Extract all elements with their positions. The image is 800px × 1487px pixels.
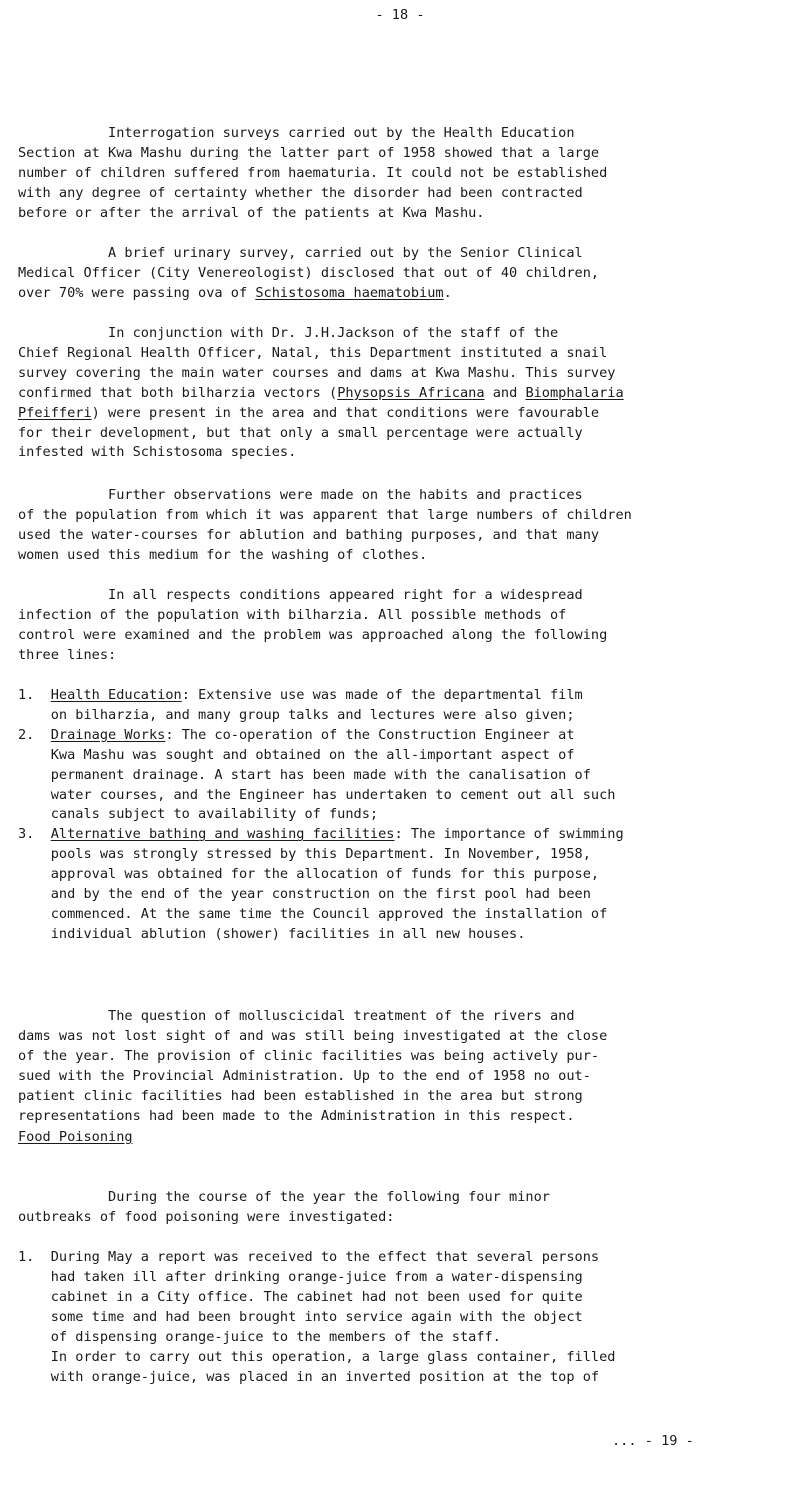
species-name: Physopsis Africana — [337, 384, 485, 401]
species-name: Schistosoma haematobium — [255, 284, 444, 301]
paragraph-food-outbreaks: During the course of the year the following four minor outbreaks of food poisoning were investigated: — [18, 1189, 550, 1225]
paragraph-observations: Further observations were made on the habits and practices of the population from which it was apparent that large numbers of children used the water-courses for ablution and bathing purposes, and that many women used this medium for the washing of clothes. — [18, 487, 632, 563]
paragraph-orange-juice-report: 1. During May a report was received to the effect that several persons had taken ill after drinking orange-juice from a water-dispensing cabinet in a City office. The cabinet had not been used for quite some time and had been brought into service again with the object of dispensing orange-juice to the members of the staff. — [18, 1249, 600, 1345]
species-name: Pfeifferi — [18, 404, 92, 421]
page-number-top: - 18 - — [375, 7, 425, 23]
list-item-heading: Drainage Works — [50, 726, 166, 743]
paragraph-haematuria-survey: Interrogation surveys carried out by the Health Education Section at Kwa Mashu during the latter part of 1958 showed that a large number of children suffered from haematuria. It could not be established with any degree of certainty whether the disorder had been contracted before or after the arrival of the patients at Kwa Mashu. — [18, 125, 608, 221]
paragraph-snail-survey: In conjunction with Dr. J.H.Jackson of the staff of the Chief Regional Health Officer, Natal, this Department instituted a snail survey covering the main water courses and dams at Kwa Mashu. This survey confirmed that both bilharzia vectors (Physopsis Africana and Biomphalaria Pfeifferi) were present in the area and that conditions were favourable for their development, but that only a small percentage were actually infested with Schistosoma species. — [18, 325, 624, 461]
paragraph-conditions: In all respects conditions appeared right for a widespread infection of the population with bilharzia. All possible methods of control were examined and the problem was approached along the following three lines: — [18, 587, 608, 663]
control-measures-list: 1. Health Education: Extensive use was made of the departmental film on bilharzia, and many group talks and lectures were also given; 2. Drainage Works: The co-operation of the Construction Engineer at Kwa Mashu was sought and obtained on the all-important aspect of permanent drainage. A start has been made with the canalisation of water courses, and the Engineer has undertaken to cement out all such canals subject to availability of funds; 3. Alternative bathing and washing facilities: The importance of swimming pools was strongly stressed by this Department. In November, 1958, approval was obtained for the allocation of funds for this purpose, and by the end of the year construction on the first pool had been commenced. At the same time the Council approved the installation of individual ablution (shower) facilities in all new houses. — [18, 687, 624, 942]
paragraph-orange-juice-container: In order to carry out this operation, a large glass container, filled with orange-juice, was placed in an inverted position at the top of — [50, 1349, 616, 1385]
list-item-heading: Alternative bathing and washing facilities — [50, 826, 395, 843]
paragraph-urinary-survey: A brief urinary survey, carried out by the Senior Clinical Medical Officer (City Venereologist) disclosed that out of 40 children, over 70% were passing ova of Schistosoma haematobium. — [18, 245, 600, 301]
page-number-bottom: ... - 19 - — [612, 1433, 694, 1449]
species-name: Biomphalaria — [525, 384, 624, 401]
paragraph-molluscicidal: The question of molluscicidal treatment of the rivers and dams was not lost sight of and was still being investigated at the close of the year. The provision of clinic facilities was being actively pur- sued with the Provincial Administration. Up to the end of 1958 no out- patient clinic facilities had been established in the area but strong representations had been made to the Administration in this respect. — [18, 1008, 608, 1124]
list-item-heading: Health Education — [50, 687, 182, 703]
section-heading-food-poisoning: Food Poisoning — [18, 1129, 133, 1145]
